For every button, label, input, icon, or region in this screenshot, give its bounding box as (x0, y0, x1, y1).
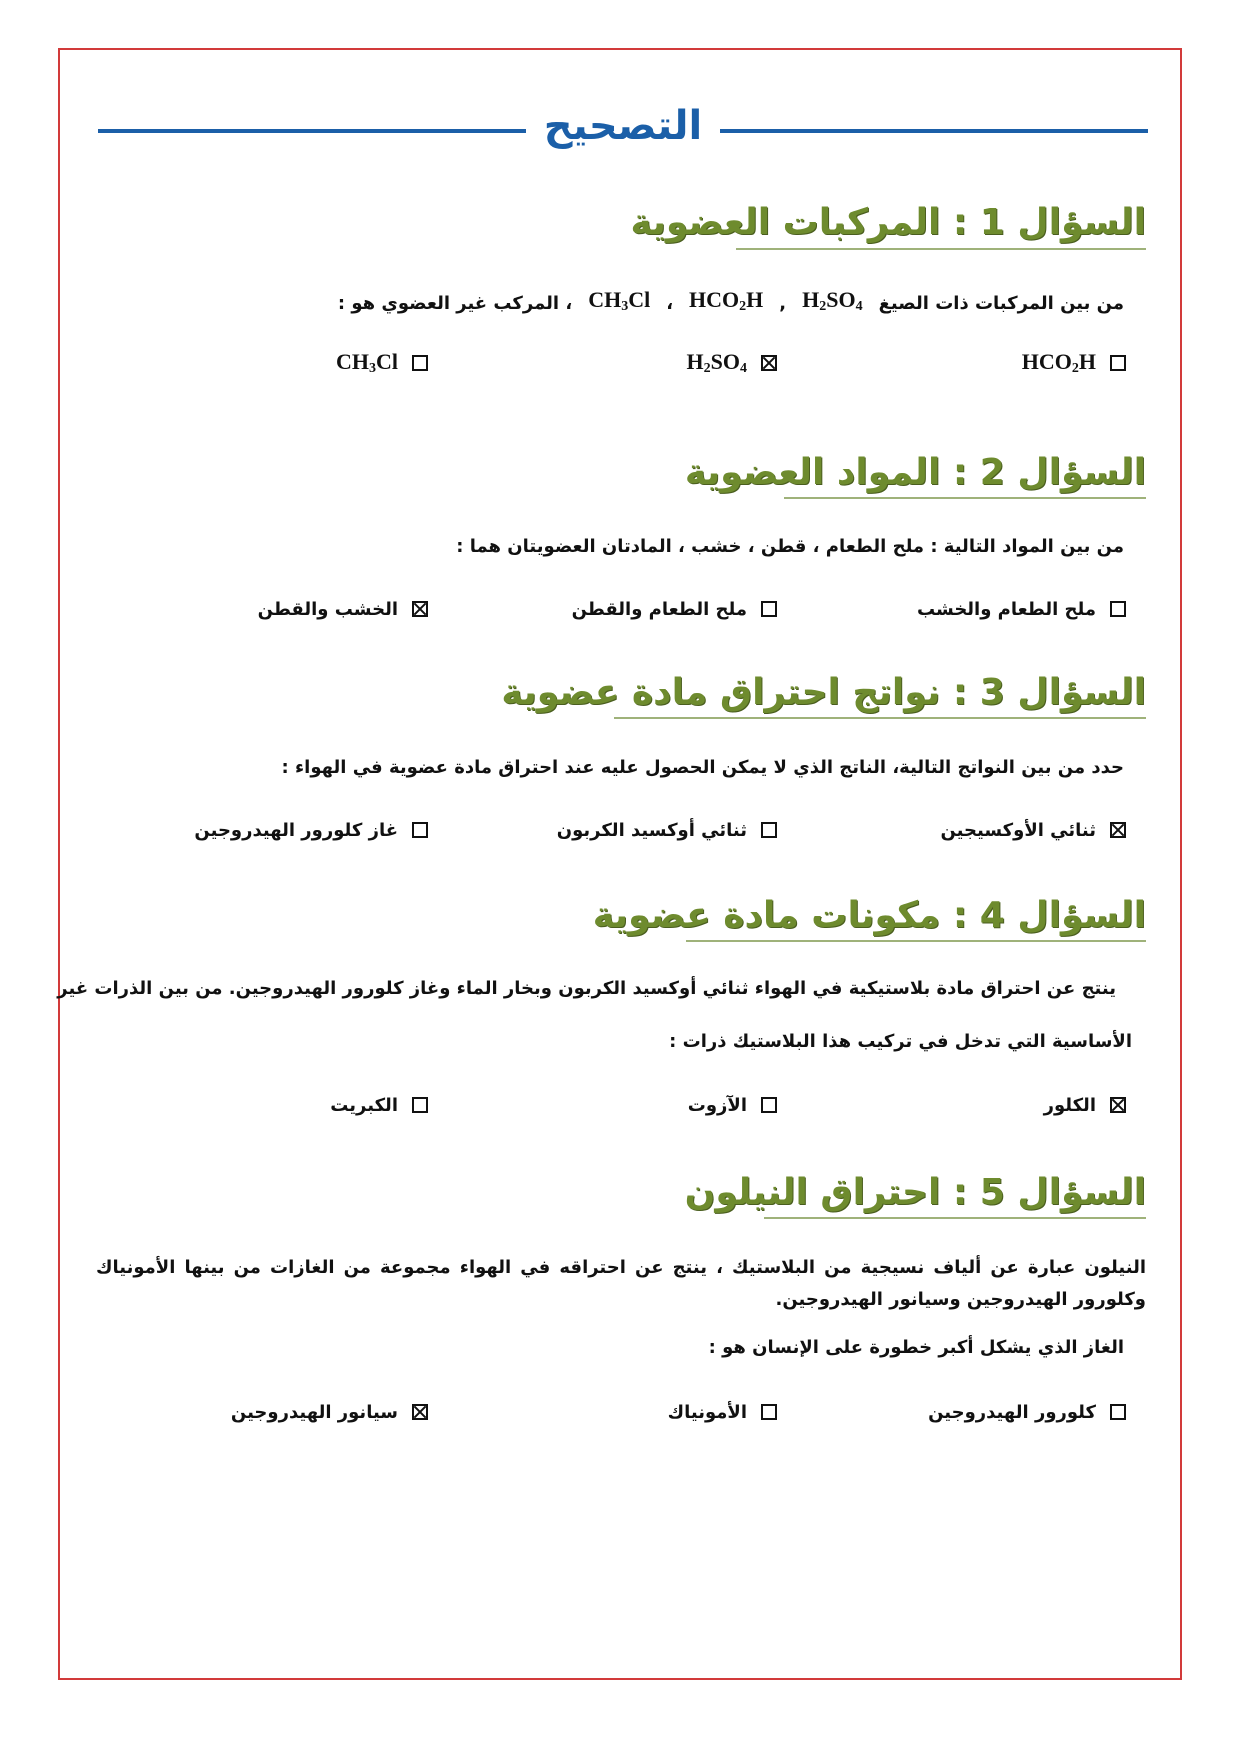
question-1-option-2[interactable] (687, 348, 777, 378)
checkbox-checked-icon[interactable] (761, 355, 777, 371)
question-3-option-2[interactable] (557, 815, 777, 845)
question-4-option-1[interactable] (1044, 1090, 1126, 1120)
checkbox-empty-icon[interactable] (1110, 601, 1126, 617)
question-1-option-1-label: $HCO_2H$ (1021, 349, 1096, 376)
question-3-option-1-label: ثنائي الأوكسيجين (940, 819, 1096, 841)
checkbox-empty-icon[interactable] (1110, 355, 1126, 371)
question-5-heading: السؤال 5 : احتراق النيلون (684, 1172, 1146, 1213)
question-4-stem-line-2: الأساسية التي تدخل في تركيب هذا البلاستيك ذرات : (669, 1031, 1132, 1052)
checkbox-empty-icon[interactable] (761, 1097, 777, 1113)
question-5-option-3-label: سيانور الهيدروجين (230, 1401, 398, 1423)
question-2-option-3-label: الخشب والقطن (257, 598, 398, 620)
question-5-option-1-label: كلورور الهيدروجين (928, 1401, 1096, 1423)
question-1-option-2-label: $H_2SO_4$ (686, 349, 747, 376)
question-2-stem: من بين المواد التالية : ملح الطعام ، قطن ، خشب ، المادتان العضويتان هما : (456, 536, 1124, 557)
question-3-option-2-label: ثنائي أوكسيد الكربون (556, 819, 747, 841)
question-4-heading: السؤال 4 : مكونات مادة عضوية (592, 895, 1146, 936)
question-4-stem-line-1: ينتج عن احتراق مادة بلاستيكية في الهواء ثنائي أوكسيد الكربون وبخار الماء وغاز كلورور الهيدروجين. من بين الذرات غير (57, 978, 1116, 999)
question-4-option-3-label: الكبريت (330, 1094, 398, 1116)
question-5-option-2[interactable] (668, 1397, 777, 1427)
question-2-heading-underline (784, 497, 1146, 499)
checkbox-empty-icon[interactable] (412, 822, 428, 838)
question-1-formula-h2so4: $H_2SO_4$ (802, 287, 863, 314)
question-1-stem-after: ، المركب غير العضوي هو : (337, 292, 573, 314)
question-3-stem: حدد من بين النواتج التالية، الناتج الذي لا يمكن الحصول عليه عند احتراق مادة عضوية في الهواء : (281, 757, 1124, 778)
question-2-option-1-label: ملح الطعام والخشب (916, 598, 1096, 620)
question-2-option-2[interactable] (572, 594, 777, 624)
question-4-option-3[interactable] (330, 1090, 428, 1120)
checkbox-empty-icon[interactable] (412, 1097, 428, 1113)
question-5-paragraph: النيلون عبارة عن ألياف نسيجية من البلاستيك ، ينتج عن احتراقه في الهواء مجموعة من الغازات من بينها الأمونياك وكلورور الهيدروجين وسيانور الهيدروجين. (96, 1257, 1146, 1310)
question-2-heading: السؤال 2 : المواد العضوية (684, 452, 1146, 493)
checkbox-checked-icon[interactable] (412, 1404, 428, 1420)
question-1-option-3[interactable] (336, 348, 428, 378)
question-3-option-3[interactable] (194, 815, 428, 845)
checkbox-checked-icon[interactable] (1110, 1097, 1126, 1113)
checkbox-empty-icon[interactable] (761, 822, 777, 838)
question-1-formula-ch3cl: $CH_3Cl$ (588, 287, 651, 314)
question-5-stem: الغاز الذي يشكل أكبر خطورة على الإنسان هو : (708, 1337, 1124, 1358)
question-4-heading-underline (686, 940, 1146, 942)
title-row (98, 98, 1148, 158)
checkbox-empty-icon[interactable] (761, 1404, 777, 1420)
question-3-option-1[interactable] (940, 815, 1126, 845)
question-1-stem-before: من بين المركبات ذات الصيغ (878, 292, 1124, 314)
question-4-option-1-label: الكلور (1043, 1094, 1096, 1116)
checkbox-empty-icon[interactable] (412, 355, 428, 371)
checkbox-empty-icon[interactable] (761, 601, 777, 617)
question-3-heading-underline (614, 717, 1146, 719)
question-2-option-1[interactable] (917, 594, 1126, 624)
question-5-option-1[interactable] (928, 1397, 1126, 1427)
question-1-heading: السؤال 1 : المركبات العضوية (630, 202, 1146, 243)
question-1-option-1[interactable] (1022, 348, 1126, 378)
question-4-option-2[interactable] (688, 1090, 777, 1120)
question-1-stem: من بين المركبات ذات الصيغ $H_2SO_4$ , $HCO_2H$ ، $CH_3Cl$ ، المركب غير العضوي هو : (338, 286, 1124, 321)
question-1-option-3-label: $CH_3Cl$ (336, 349, 398, 376)
page-title: التصحيح (526, 103, 720, 149)
checkbox-checked-icon[interactable] (1110, 822, 1126, 838)
question-3-option-3-label: غاز كلورور الهيدروجين (194, 819, 398, 841)
question-3-heading: السؤال 3 : نواتج احتراق مادة عضوية (501, 672, 1146, 713)
checkbox-empty-icon[interactable] (1110, 1404, 1126, 1420)
question-2-option-3[interactable] (258, 594, 428, 624)
question-1-heading-underline (736, 248, 1146, 250)
question-4-option-2-label: الآزوت (687, 1094, 747, 1116)
question-5-option-2-label: الأمونياك (667, 1401, 747, 1423)
question-1-formula-hco2h: $HCO_2H$ (689, 287, 764, 314)
checkbox-checked-icon[interactable] (412, 601, 428, 617)
question-2-option-2-label: ملح الطعام والقطن (571, 598, 747, 620)
question-5-option-3[interactable] (231, 1397, 428, 1427)
question-5-heading-underline (764, 1217, 1146, 1219)
